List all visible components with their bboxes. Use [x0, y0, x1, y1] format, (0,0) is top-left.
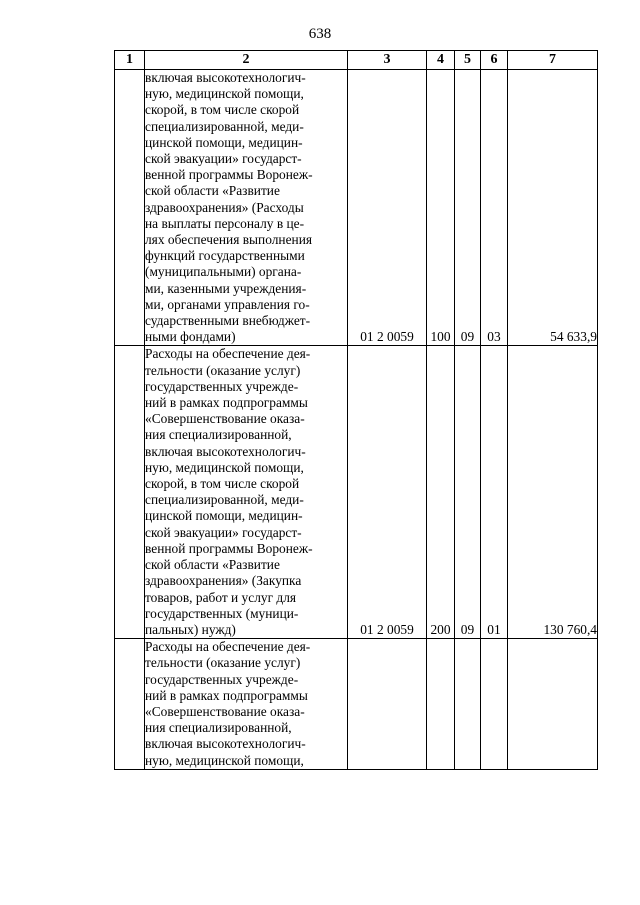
description-line: пальных) нужд) [145, 621, 236, 637]
column-header-7: 7 [508, 51, 598, 70]
description-line: государственных учрежде- [145, 671, 299, 687]
expense-type-cell: 200 [427, 346, 455, 639]
page-number: 638 [308, 26, 332, 42]
description-line: ния специализированной, [145, 427, 292, 443]
description-line: цинской помощи, медицин- [145, 508, 303, 524]
table-row [115, 639, 598, 770]
budget-code-cell: 01 2 0059 [348, 346, 427, 639]
description-line: включая высокотехнологич- [145, 70, 306, 85]
expense-type-cell: 100 [427, 70, 455, 346]
description-line: ской эвакуации» государст- [145, 151, 302, 167]
description-line: «Совершенствование оказа- [145, 703, 305, 719]
description-line: ской эвакуации» государст- [145, 524, 302, 540]
description-cell [145, 346, 348, 639]
description-line: скорой, в том числе скорой [145, 102, 300, 118]
table-row [115, 70, 598, 346]
description-line: включая высокотехнологич- [145, 736, 306, 752]
description-line: тельности (оказание услуг) [145, 362, 301, 378]
subsection-cell: 03 [481, 70, 508, 346]
description-line: государственных (муници- [145, 605, 299, 621]
description-line: скорой, в том числе скорой [145, 476, 300, 492]
subsection-cell [481, 639, 508, 770]
subsection-cell: 01 [481, 346, 508, 639]
description-line: лях обеспечения выполнения [145, 232, 313, 248]
column-header-5: 5 [455, 51, 481, 70]
description-line: включая высокотехнологич- [145, 443, 306, 459]
budget-code-cell [348, 639, 427, 770]
description-line: ную, медицинской помощи, [145, 459, 304, 475]
description-line: Расходы на обеспечение дея- [145, 639, 311, 655]
description-line: (муниципальными) органа- [145, 264, 302, 280]
description-line: тельности (оказание услуг) [145, 655, 301, 671]
description-line: функций государственными [145, 248, 305, 264]
description-line: ний в рамках подпрограммы [145, 687, 308, 703]
description-line: ской области «Развитие [145, 557, 280, 573]
description-line: ми, органами управления го- [145, 296, 310, 312]
description-line: ми, казенными учреждения- [145, 280, 307, 296]
description-line: ний в рамках подпрограммы [145, 395, 308, 411]
amount-cell [508, 639, 598, 770]
description-line: цинской помощи, медицин- [145, 134, 303, 150]
description-line: государственных учрежде- [145, 378, 299, 394]
section-cell: 09 [455, 70, 481, 346]
row-number-cell [115, 639, 145, 770]
description-line: на выплаты персоналу в це- [145, 215, 305, 231]
description-line: Расходы на обеспечение дея- [145, 346, 311, 362]
description-line: здравоохранения» (Закупка [145, 573, 302, 589]
amount-cell: 54 633,9 [508, 70, 598, 346]
row-number-cell [115, 70, 145, 346]
description-line: ской области «Развитие [145, 183, 280, 199]
column-header-3: 3 [348, 51, 427, 70]
description-line: венной программы Воронеж- [145, 167, 313, 183]
expense-type-cell [427, 639, 455, 770]
description-line: «Совершенствование оказа- [145, 411, 305, 427]
description-line: ную, медицинской помощи, [145, 86, 304, 102]
column-header-2: 2 [145, 51, 348, 70]
section-cell: 09 [455, 346, 481, 639]
description-line: ную, медицинской помощи, [145, 752, 304, 768]
description-line: ными фондами) [145, 329, 236, 345]
column-header-6: 6 [481, 51, 508, 70]
budget-code-cell: 01 2 0059 [348, 70, 427, 346]
description-line: специализированной, меди- [145, 118, 304, 134]
description-cell [145, 70, 348, 346]
amount-cell: 130 760,4 [508, 346, 598, 639]
description-line: сударственными внебюджет- [145, 313, 311, 329]
table-row [115, 346, 598, 639]
description-cell [145, 639, 348, 770]
description-line: товаров, работ и услуг для [145, 589, 297, 605]
row-number-cell [115, 346, 145, 639]
description-line: здравоохранения» (Расходы [145, 199, 304, 215]
column-header-1: 1 [115, 51, 145, 70]
description-line: ния специализированной, [145, 720, 292, 736]
budget-table [114, 50, 598, 770]
column-header-row [115, 51, 598, 70]
section-cell [455, 639, 481, 770]
description-line: специализированной, меди- [145, 492, 304, 508]
column-header-4: 4 [427, 51, 455, 70]
description-line: венной программы Воронеж- [145, 540, 313, 556]
